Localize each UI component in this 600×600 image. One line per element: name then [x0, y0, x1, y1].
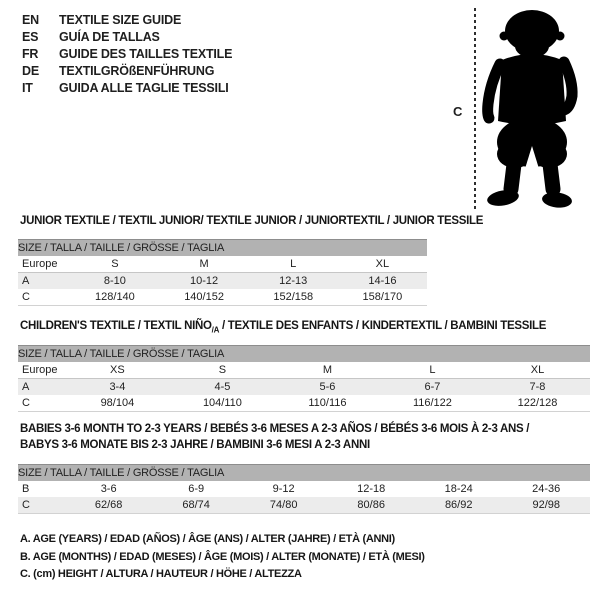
table-cell: 9-12	[272, 483, 295, 495]
language-row-it	[22, 79, 232, 96]
row-label: Europe	[18, 256, 70, 273]
table-cell: 5-6	[275, 379, 380, 396]
table-cell: 8-10	[70, 273, 159, 290]
table-cell: 3-4	[65, 379, 170, 396]
table-cell: 74/80	[240, 497, 328, 514]
table-cell: 68/74	[152, 497, 240, 514]
children-title-subscript: /A	[211, 325, 220, 335]
language-code: EN	[22, 12, 39, 27]
table-cell: 18-24	[444, 483, 473, 495]
table-row	[18, 395, 590, 412]
table-cell: XS	[65, 362, 170, 379]
children-title-prefix: CHILDREN'S TEXTILE / TEXTIL NIÑO	[20, 320, 212, 332]
language-label: TEXTILGRÖßENFÜHRUNG	[59, 63, 215, 78]
language-row-de	[22, 62, 232, 79]
table-cell: L	[249, 256, 338, 273]
table-cell: 6-7	[380, 379, 485, 396]
row-label: A	[18, 273, 70, 290]
height-measure-label: C	[453, 104, 463, 119]
legend-line-a: A. AGE (YEARS) / EDAD (AÑOS) / ÂGE (ANS) / ALTER (JAHRE) / ETÀ (ANNI)	[20, 533, 395, 545]
table-cell: XL	[338, 256, 427, 273]
table-cell: M	[160, 256, 249, 273]
row-label: C	[18, 395, 65, 412]
table-cell: 86/92	[415, 497, 503, 514]
language-code: DE	[22, 63, 39, 78]
table-cell: 6-9	[188, 483, 205, 495]
table-row	[18, 481, 590, 497]
babies-title-line1: BABIES 3-6 MONTH TO 2-3 YEARS / BEBÉS 3-6 MESES A 2-3 AÑOS / BÉBÉS 3-6 MOIS À 2-3 ANS /	[20, 423, 530, 435]
table-cell: 3-6	[100, 483, 117, 495]
table-cell: 128/140	[70, 289, 159, 306]
table-cell: 110/116	[275, 395, 380, 412]
height-measure-dashed-line	[474, 8, 476, 210]
language-row-fr	[22, 45, 232, 62]
table-cell: 7-8	[485, 379, 590, 396]
table-cell: 122/128	[485, 395, 590, 412]
size-header-bar: SIZE / TALLA / TAILLE / GRÖSSE / TAGLIA	[18, 240, 427, 257]
junior-section-title: JUNIOR TEXTILE / TEXTIL JUNIOR/ TEXTILE JUNIOR / JUNIORTEXTIL / JUNIOR TESSILE	[20, 215, 484, 227]
babies-section-title	[20, 421, 529, 453]
table-cell: XL	[485, 362, 590, 379]
size-table	[18, 239, 427, 306]
language-label: GUÍA DE TALLAS	[59, 29, 160, 44]
children-section-title	[20, 320, 546, 334]
table-cell: S	[70, 256, 159, 273]
table-row	[18, 362, 590, 379]
table-cell: 24-36	[532, 483, 561, 495]
table-cell: 12-13	[249, 273, 338, 290]
row-label: C	[18, 289, 70, 306]
row-label: Europe	[18, 362, 65, 379]
legend-line-c: C. (cm) HEIGHT / ALTURA / HAUTEUR / HÖHE / ALTEZZA	[20, 568, 302, 580]
legend-line-b: B. AGE (MONTHS) / EDAD (MESES) / ÂGE (MOIS) / ALTER (MONATE) / ETÀ (MESI)	[20, 550, 425, 563]
size-header-bar: SIZE / TALLA / TAILLE / GRÖSSE / TAGLIA	[18, 465, 590, 482]
row-label: A	[18, 379, 65, 396]
row-label: B	[22, 483, 30, 495]
table-cell: 152/158	[249, 289, 338, 306]
children-size-table	[18, 345, 590, 412]
table-cell: S	[170, 362, 275, 379]
size-header-bar: SIZE / TALLA / TAILLE / GRÖSSE / TAGLIA	[18, 346, 590, 363]
language-list	[22, 11, 232, 96]
table-row	[18, 273, 427, 290]
language-row-en	[22, 11, 232, 28]
table-cell: 12-18	[357, 483, 386, 495]
table-cell: 116/122	[380, 395, 485, 412]
table-row	[18, 497, 590, 514]
table-cell: M	[275, 362, 380, 379]
babies-size-table	[18, 464, 590, 514]
babies-title-line2: BABYS 3-6 MONATE BIS 2-3 JAHRE / BAMBINI 3-6 MESI A 2-3 ANNI	[20, 439, 370, 451]
language-row-es	[22, 28, 232, 45]
junior-size-table	[18, 239, 427, 306]
table-cell: L	[380, 362, 485, 379]
size-table	[18, 464, 590, 514]
language-label: TEXTILE SIZE GUIDE	[59, 12, 182, 27]
table-cell: 104/110	[170, 395, 275, 412]
table-cell: 62/68	[65, 497, 153, 514]
table-row	[18, 379, 590, 396]
table-cell: 80/86	[327, 497, 415, 514]
language-code: ES	[22, 29, 39, 44]
table-row	[18, 289, 427, 306]
toddler-silhouette-icon	[478, 6, 590, 212]
table-cell: 140/152	[160, 289, 249, 306]
table-cell: 158/170	[338, 289, 427, 306]
table-cell: 98/104	[65, 395, 170, 412]
language-code: FR	[22, 46, 39, 61]
table-cell: 92/98	[502, 497, 590, 514]
table-cell: 14-16	[338, 273, 427, 290]
legend	[20, 531, 425, 584]
table-cell: 10-12	[160, 273, 249, 290]
row-label: C	[18, 497, 65, 514]
table-row	[18, 256, 427, 273]
language-code: IT	[22, 80, 33, 95]
children-title-suffix: / TEXTILE DES ENFANTS / KINDERTEXTIL / BAMBINI TESSILE	[219, 320, 547, 332]
table-cell: 4-5	[170, 379, 275, 396]
language-label: GUIDA ALLE TAGLIE TESSILI	[59, 80, 229, 95]
language-label: GUIDE DES TAILLES TEXTILE	[59, 46, 233, 61]
size-table	[18, 345, 590, 412]
